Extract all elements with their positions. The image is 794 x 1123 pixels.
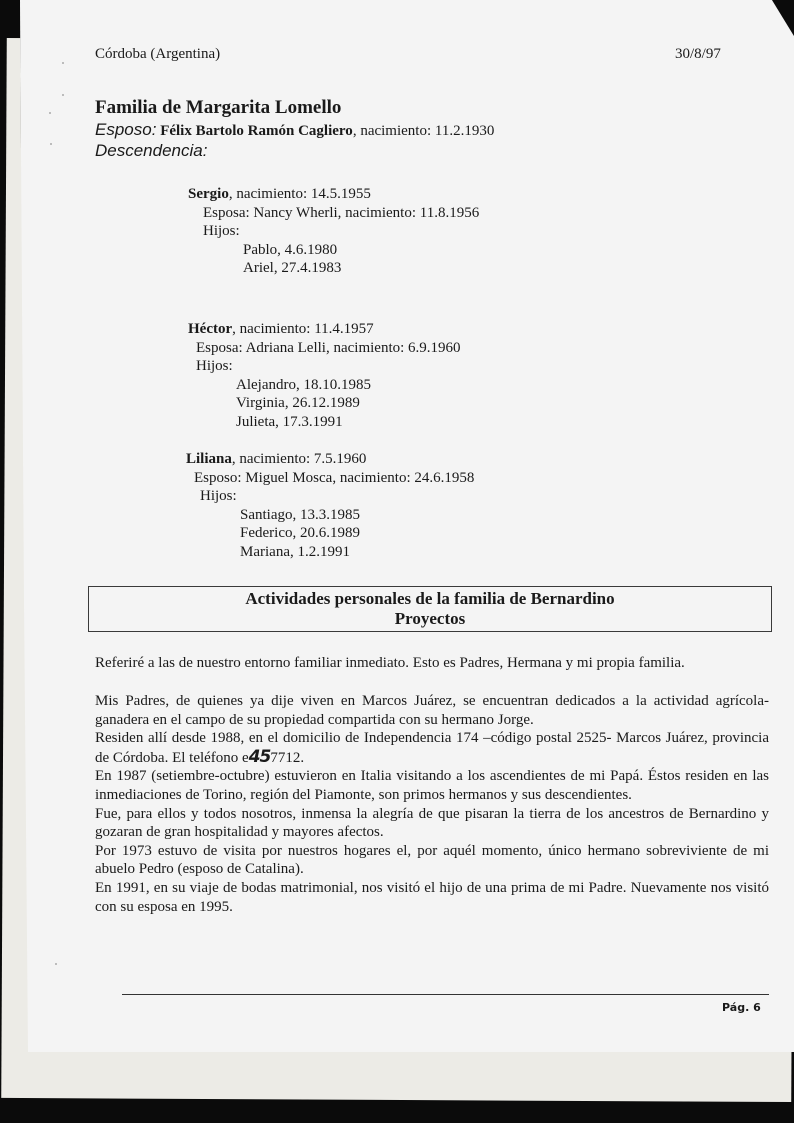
header-location: Córdoba (Argentina) <box>95 46 221 62</box>
folded-corner <box>772 0 794 36</box>
grandchild: Santiago, 13.3.1985 <box>240 506 360 523</box>
spouse-line <box>95 120 494 140</box>
grandchild: Alejandro, 18.10.1985 <box>236 376 371 393</box>
scan-speck <box>62 62 64 64</box>
kids-label: Hijos: <box>203 223 240 239</box>
child-partner: Esposo: Miguel Mosca, nacimiento: 24.6.1958 <box>194 469 475 486</box>
kids-label: Hijos: <box>196 358 233 374</box>
footer-rule <box>122 994 769 995</box>
child-entry-hector <box>188 320 461 431</box>
spouse-birth: , nacimiento: 11.2.1930 <box>352 123 495 139</box>
grandchild: Pablo, 4.6.1980 <box>243 241 338 258</box>
spouse-name: Félix Bartolo Ramón Cagliero <box>160 123 353 139</box>
child-entry-sergio <box>188 185 479 278</box>
spouse-label: Esposo: <box>95 120 157 139</box>
child-partner: Esposa: Nancy Wherli, nacimiento: 11.8.1956 <box>203 204 480 221</box>
child-name: Sergio <box>188 186 229 202</box>
scan-speck <box>50 143 52 145</box>
grandchild: Ariel, 27.4.1983 <box>243 260 342 276</box>
residence-text: Residen allí desde 1988, en el domicilio de Independencia 174 –código postal 2525- Marcos Juárez, provincia de Córdoba. El teléfono e <box>95 730 769 766</box>
grandchild: Julieta, 17.3.1991 <box>236 413 343 430</box>
paragraph-residence <box>95 729 769 767</box>
child-name: Liliana <box>186 451 232 467</box>
paragraph-1991-visit: En 1991, en su viaje de bodas matrimonial, nos visitó el hijo de una prima de mi Padre. Nuevamente nos visitó con su esposa en 1995. <box>95 879 769 915</box>
section-subtitle: Proyectos <box>394 609 466 628</box>
grandchild: Mariana, 1.2.1991 <box>240 543 350 560</box>
child-partner: Esposa: Adriana Lelli, nacimiento: 6.9.1960 <box>196 339 461 356</box>
child-birth: , nacimiento: 7.5.1960 <box>231 451 367 467</box>
section-title: Actividades personales de la familia de Bernardino <box>245 589 615 608</box>
section-heading-box <box>88 586 772 632</box>
child-entry-liliana <box>186 450 474 561</box>
scan-speck <box>55 963 57 965</box>
child-name: Héctor <box>188 321 233 337</box>
paragraph-parents: Mis Padres, de quienes ya dije viven en Marcos Juárez, se encuentran dedicados a la actividad agrícola-ganadera en el campo de su propiedad compartida con su hermano Jorge. <box>95 693 769 728</box>
scan-speck <box>62 94 64 96</box>
grandchild: Virginia, 26.12.1989 <box>236 395 360 411</box>
scan-speck <box>49 112 51 114</box>
residence-phone-end: 7712. <box>270 749 305 766</box>
family-title: Familia de Margarita Lomello <box>95 97 342 118</box>
descendants-label: Descendencia: <box>95 141 208 160</box>
paragraph-1973-visit: Por 1973 estuvo de visita por nuestros hogares el, por aquél momento, único hermano sobreviviente de mi abuelo Pedro (esposo de Catalina). <box>95 842 769 878</box>
paragraph-joy: Fue, para ellos y todos nosotros, inmensa la alegría de que pisaran la tierra de los ancestros de Bernardino y gozaran de gran hospitalidad y mayores afectos. <box>95 805 769 841</box>
child-birth: , nacimiento: 14.5.1955 <box>228 186 371 202</box>
grandchild: Federico, 20.6.1989 <box>240 525 360 541</box>
kids-label: Hijos: <box>200 488 237 504</box>
child-birth: , nacimiento: 11.4.1957 <box>232 321 374 337</box>
paragraph-italy-trip: En 1987 (setiembre-octubre) estuvieron en Italia visitando a los ascendientes de mi Papá. Éstos residen en las inmediaciones de Torino, región del Piamonte, son primos hermanos y sus descendientes. <box>95 768 769 803</box>
paragraph-intro: Referiré a las de nuestro entorno familiar inmediato. Esto es Padres, Hermana y mi propia familia. <box>95 655 685 671</box>
paragraph-body <box>95 692 769 916</box>
page-number: Pág. 6 <box>722 1001 761 1014</box>
handwritten-correction: 45 <box>248 746 271 767</box>
header-date: 30/8/97 <box>675 46 721 62</box>
